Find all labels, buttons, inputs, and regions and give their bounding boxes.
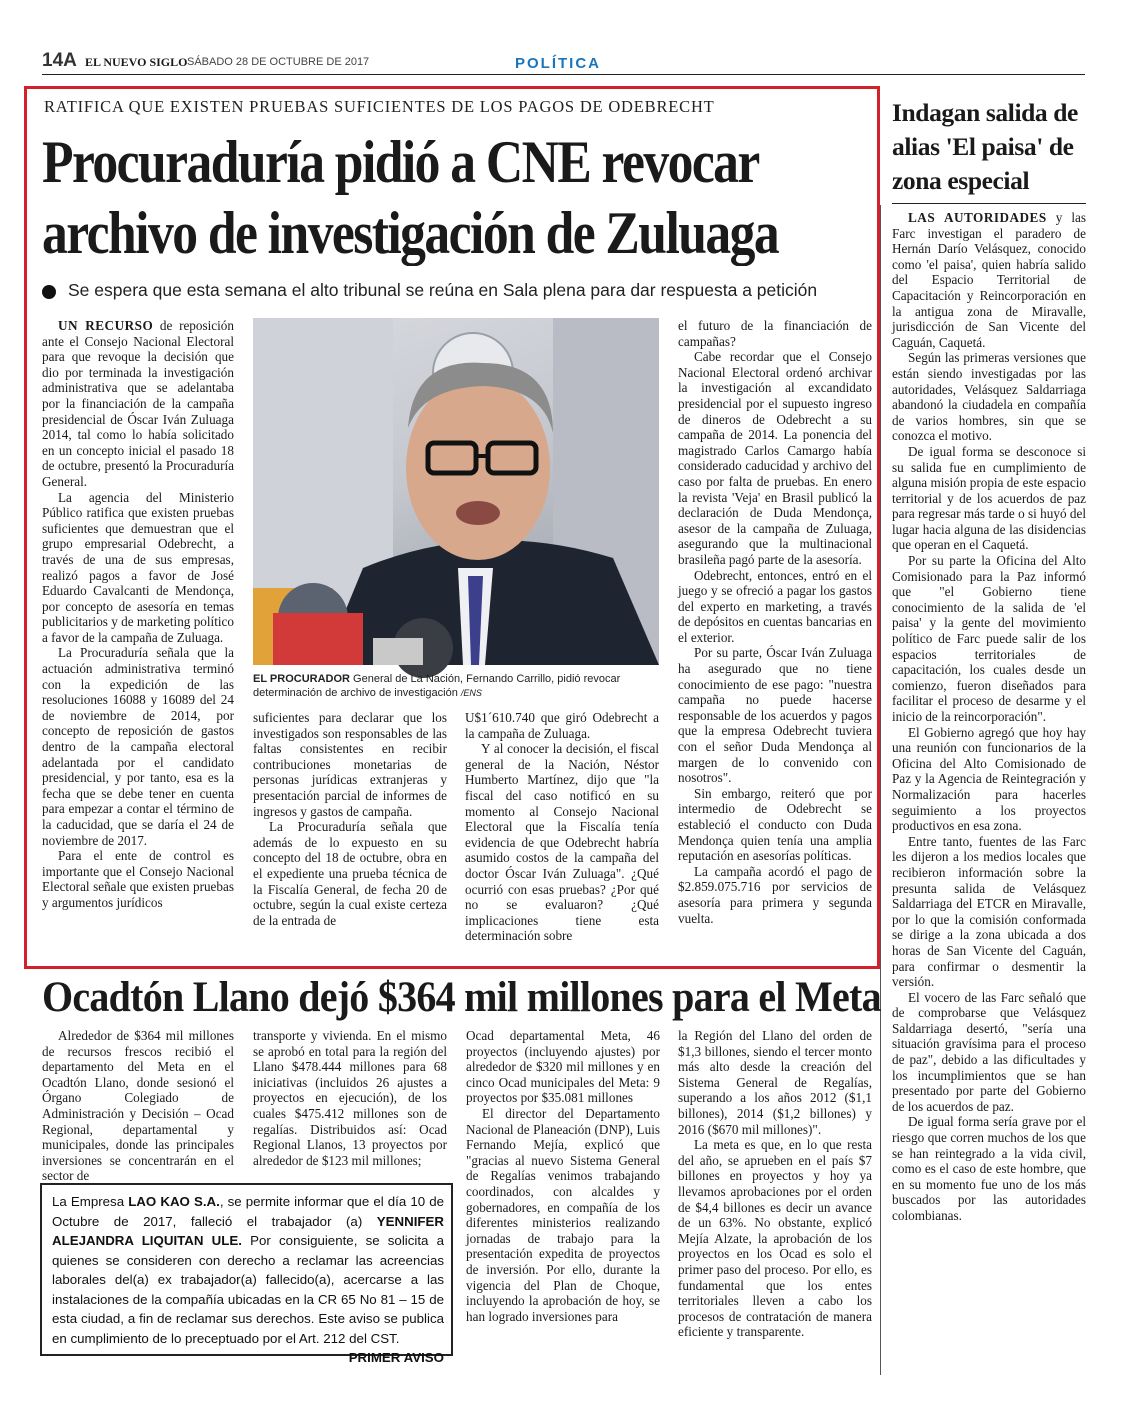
second-column-3 xyxy=(466,1028,660,1348)
side-p1-text: y las Farc investigan el paradero de Hernán Darío Velásquez, conocido como 'el paisa', quien habría salido del Espacio Territorial de Capacitación y Reincorporación en la antigua zona de Miravalle, jurisdicción de San Vicente del Caguán, Caquetá. xyxy=(892,210,1086,350)
second-headline: Ocadtón Llano dejó $364 mil millones para el Meta xyxy=(42,974,881,1021)
issue-date: SÁBADO 28 DE OCTUBRE DE 2017 xyxy=(187,56,370,68)
header-rule xyxy=(42,74,1085,75)
caption-lead: EL PROCURADOR xyxy=(253,673,350,685)
main-headline-line2: archivo de investigación de Zuluaga xyxy=(42,200,779,266)
main-headline-line1: Procuraduría pidió a CNE revocar xyxy=(42,129,759,195)
notice-text-1: La Empresa xyxy=(52,1194,129,1209)
side-lead: LAS AUTORIDADES xyxy=(908,210,1047,225)
main-column-3 xyxy=(465,710,659,953)
side-p4: Por su parte la Oficina del Alto Comisionado para la Paz informó que "el Gobierno tiene conocimiento de la salida de 'el paisa' y la gente del movimiento político de Farc puede salir de los espacios territoriales de capacitación, los cuales desde un comienzo, fueron diseñados para facilitar el proceso de desarme y el inicio de la reincorporación". xyxy=(892,553,1086,724)
legal-notice xyxy=(40,1183,453,1365)
caption-text: General de La Nación, Fernando Carrillo, pidió revocar determinación de archivo de investigación xyxy=(253,673,621,699)
procurador-illustration xyxy=(253,318,659,665)
main-col1-p2: La agencia del Ministerio Público ratifica que existen pruebas suficientes que demuestran que el grupo empresarial Odebrecht, a través de una de sus empresas, realizó pagos a favor de José Eduardo Cavalcanti de Mendonça, por concepto de asesoría en temas publicitarios y de marketing político a favor de la campaña de Zuluaga. xyxy=(42,489,234,645)
main-column-2 xyxy=(253,710,447,953)
deck-bullet xyxy=(42,285,56,299)
side-headline-rule xyxy=(892,203,1086,204)
main-col1-paragraph xyxy=(42,318,234,490)
section-name: POLÍTICA xyxy=(515,55,601,72)
main-col1-p4: Para el ente de control es importante que el Consejo Nacional Electoral señale que existen pruebas y argumentos jurídicos xyxy=(42,848,234,910)
notice-company: LAO KAO S.A. xyxy=(128,1194,220,1209)
main-col4-p2: Odebrecht, entonces, entró en el juego y se ofreció a pagar los gastos del experto en marketing, a través de depósitos en cuentas bancarias en el exterior. xyxy=(678,567,872,645)
second-col3-p1: Ocad departamental Meta, 46 proyectos (incluyendo ajustes) por alrededor de $320 mil millones y en cinco Ocad municipales del Meta: 9 proyectos por $35.081 millones xyxy=(466,1028,660,1106)
main-col4-p1: Cabe recordar que el Consejo Nacional Electoral ordenó archivar la investigación al excandidato presidencial por el supuesto ingreso de dineros de Odebrecht a su campaña de 2014. La ponencia del magistrado Carlos Camargo había considerado caducidad y archivo del caso por falta de pruebas. En enero la revista 'Veja' en Brasil publicó la declaración de Duda Mendonça, asesor de la campaña de Zuluaga, asegurando que la multinacional brasileña pagó parte de la asesoría. xyxy=(678,349,872,567)
main-col4-p4: Sin embargo, reiteró que por intermedio de Odebrecht se estableció el conducto con Duda Mendonça quien tenía una amplia reputación en asesorías políticas. xyxy=(678,785,872,864)
page-number: 14A xyxy=(42,50,77,71)
notice-worker: YENNIFER ALEJANDRA LIQUITAN ULE. xyxy=(52,1213,444,1248)
main-column-4 xyxy=(678,318,872,953)
second-column-4 xyxy=(678,1028,872,1348)
main-col4-p3: Por su parte, Óscar Iván Zuluaga ha asegurado que no tiene conocimiento de ese pago: "nuestra campaña no puede hacerse responsable de los acuerdos y pagos que la empresa Odebrecht tuviera con el señor Duda Mendonça al margen de lo convenido con nosotros". xyxy=(678,645,872,786)
main-col1-p3: La Procuraduría señala que la actuación administrativa terminó con la expedición de las resoluciones 16088 y 16089 del 24 de noviembre de 2014, por concepto de reposición de gastos dentro de la campaña electoral adelantada por el candidato presidencial, y por tanto, esa es la fecha que se debe tener en cuenta para empezar a contar el término de la caducidad, que se daría el 24 de noviembre de 2017. xyxy=(42,645,234,848)
side-p3: De igual forma se desconoce si su salida fue en cumplimiento de alguna misión propia de este espacio territorial y de los acuerdos de paz para regresar más tarde o si huyó del lugar hacia alguna de las disidencias que operan en el Caquetá. xyxy=(892,443,1086,553)
second-column-1 xyxy=(42,1028,234,1184)
second-col1-text: Alrededor de $364 mil millones de recursos frescos recibió el departamento del Meta en el Ocadtón Llano, donde sesionó el Órgano Colegiado de Administración y Decisión – Ocad Regional, departamental y municipales, donde las principales inversiones se concentrarán en el sector de xyxy=(42,1028,234,1184)
main-col3-p2: Y al conocer la decisión, el fiscal general de la Nación, Néstor Humberto Martínez, dijo que "la fiscal del caso notificó en su momento al Consejo Nacional Electoral que la Fiscalía tenía evidencia de que Odebrecht habría asumido costos de la campaña del doctor Óscar Iván Zuluaga". ¿Qué ocurrió con esas pruebas? ¿Por qué no se evaluaron? ¿Qué implicaciones tiene esta determinación sobre xyxy=(465,741,659,944)
side-p7: El vocero de las Farc señaló que de comprobarse que Velásquez Saldarriaga desertó, "sería una situación gravísima para el proceso de paz", debido a las dificultades y los incumplimientos que se han presentado por parte del Gobierno de los acuerdos de paz. xyxy=(892,989,1086,1114)
second-col2-text: transporte y vivienda. En el mismo se aprobó en total para la región del Llano $478.444 millones para 68 iniciativas (incluidos 26 ajustes a proyectos en ejecución), de los cuales $475.412 millones son de regalías. Distribuidos así: Ocad Regional Llanos, 13 proyectos por alrededor de $123 mil millones; xyxy=(253,1028,447,1168)
side-p1 xyxy=(892,210,1086,350)
main-kicker: RATIFICA QUE EXISTEN PRUEBAS SUFICIENTES DE LOS PAGOS DE ODEBRECHT xyxy=(44,97,715,116)
side-p5: El Gobierno agregó que hoy hay una reunión con funcionarios de la Oficina del Alto Comisionado de Paz y la Agencia de Reintegración y Normalización para hacerles seguimiento a los proyectos productivos en esa zona. xyxy=(892,724,1086,834)
notice-text-3: Por consiguiente, se solicita a quienes se consideren con derecho a reclamar las acreencias laborales del(a) ex trabajador(a) fallecido(a), acercarse a las instalaciones de la compañía ubicadas en la CR 65 No 81 – 15 de esta ciudad, a fin de reclamar sus derechos. Este aviso se publica en cumplimiento de lo preceptuado por el Art. 212 del CST. xyxy=(52,1233,445,1346)
notice-text-2: , se permite informar que el día 10 de Octubre de 2017, falleció el trabajador (a) xyxy=(52,1194,444,1229)
side-body xyxy=(892,210,1086,1376)
side-column-rule xyxy=(880,205,881,1375)
second-column-2 xyxy=(253,1028,447,1174)
main-col1-p1: de reposición ante el Consejo Nacional Electoral para que revoque la decisión que dio por terminada la investigación administrativa que se adelantaba por la financiación de la campaña presidencial de Óscar Iván Zuluaga 2014, tal como lo había solicitado en un concepto inicial el pasado 18 de octubre, presentó la Procuraduría General. xyxy=(42,318,234,489)
second-col4-p2: La meta es que, en lo que resta del año, se aprueben en el país $7 billones en proyectos y hoy ya llevamos aprobaciones por el orden de $4,4 billones es decir un avance de un 63%. No obstante, explicó Mejía Alzate, la aprobación de los proyectos en los Ocad es solo el primer paso del proceso. Por ello, es fundamental que los entes territoriales lleven a cabo los procesos de contratación de manera eficiente y transparente. xyxy=(678,1137,872,1340)
second-col3-p2: El director del Departamento Nacional de Planeación (DNP), Luis Fernando Mejía, explicó que "gracias al nuevo Sistema General de Regalías venimos trabajando coordinados, con alcaldes y gobernadores, en compañía de los diferentes ministerios realizando jornadas de trabajo para la presentación expedita de proyectos de inversión. Por ello, durante la vigencia del Plan de Choque, incluyendo la aprobación de hoy, se han logrado inversiones para xyxy=(466,1105,660,1324)
second-col4-p1: la Región del Llano del orden de $1,3 billones, siendo el tercer monto más alto desde la creación del Sistema General de Regalías, superando a los años 2012 ($1,1 billones), 2014 ($1,2 billones) y 2016 ($670 mil millones)". xyxy=(678,1028,872,1137)
main-col2-p2: La Procuraduría señala que además de lo expuesto en su concepto del 18 de octubre, obra en el expediente una prueba técnica de la Fiscalía General, de fecha 20 de octubre, según la cual existe certeza de la entrada de xyxy=(253,819,447,928)
main-lead: UN RECURSO xyxy=(58,318,154,333)
side-p6: Entre tanto, fuentes de las Farc les dijeron a los medios locales que recibieron información sobre la presunta salida de Velásquez Saldarriaga del ETCR en Miravalle, por lo que la comisión conformada se dirige a la zona ubicada a dos horas de San Vicente del Caguán, para confirmar o desmentir la versión. xyxy=(892,833,1086,990)
main-col4-p5: La campaña acordó el pago de $2.859.075.716 por servicios de asesoría para primera y segunda vuelta. xyxy=(678,863,872,926)
main-col2-p1: suficientes para declarar que los investigados son responsables de las faltas consistentes en recibir contribuciones monetarias de personas jurídicas extranjeras y presentación parcial de informes de ingresos y gastos de campaña. xyxy=(253,710,447,819)
photo-caption xyxy=(253,672,663,700)
photo-credit: /ENS xyxy=(460,688,482,698)
side-p8: De igual forma sería grave por el riesgo que corren muchos de los que se han reintegrado a la vida civil, como es el caso de este hombre, que en su momento fue uno de los más buscados por las autoridades colombianas. xyxy=(892,1114,1086,1223)
main-col4-p0: el futuro de la financiación de campañas? xyxy=(678,318,872,349)
main-column-1 xyxy=(42,318,234,953)
paper-name: EL NUEVO SIGLO xyxy=(85,55,188,69)
notice-tag: PRIMER AVISO xyxy=(348,1350,444,1365)
side-headline: Indagan salida de alias 'El paisa' de zona especial xyxy=(892,98,1078,195)
procurador-photo xyxy=(253,318,659,665)
main-deck: Se espera que esta semana el alto tribunal se reúna en Sala plena para dar respuesta a petición xyxy=(68,280,818,300)
main-col3-p1: U$1´610.740 que giró Odebrecht a la campaña de Zuluaga. xyxy=(465,710,659,741)
side-p2: Según las primeras versiones que están siendo investigadas por las autoridades, Velásquez Saldarriaga abandonó la ciudadela en compañía de varios hombres, sin que se conozca el motivo. xyxy=(892,350,1086,444)
